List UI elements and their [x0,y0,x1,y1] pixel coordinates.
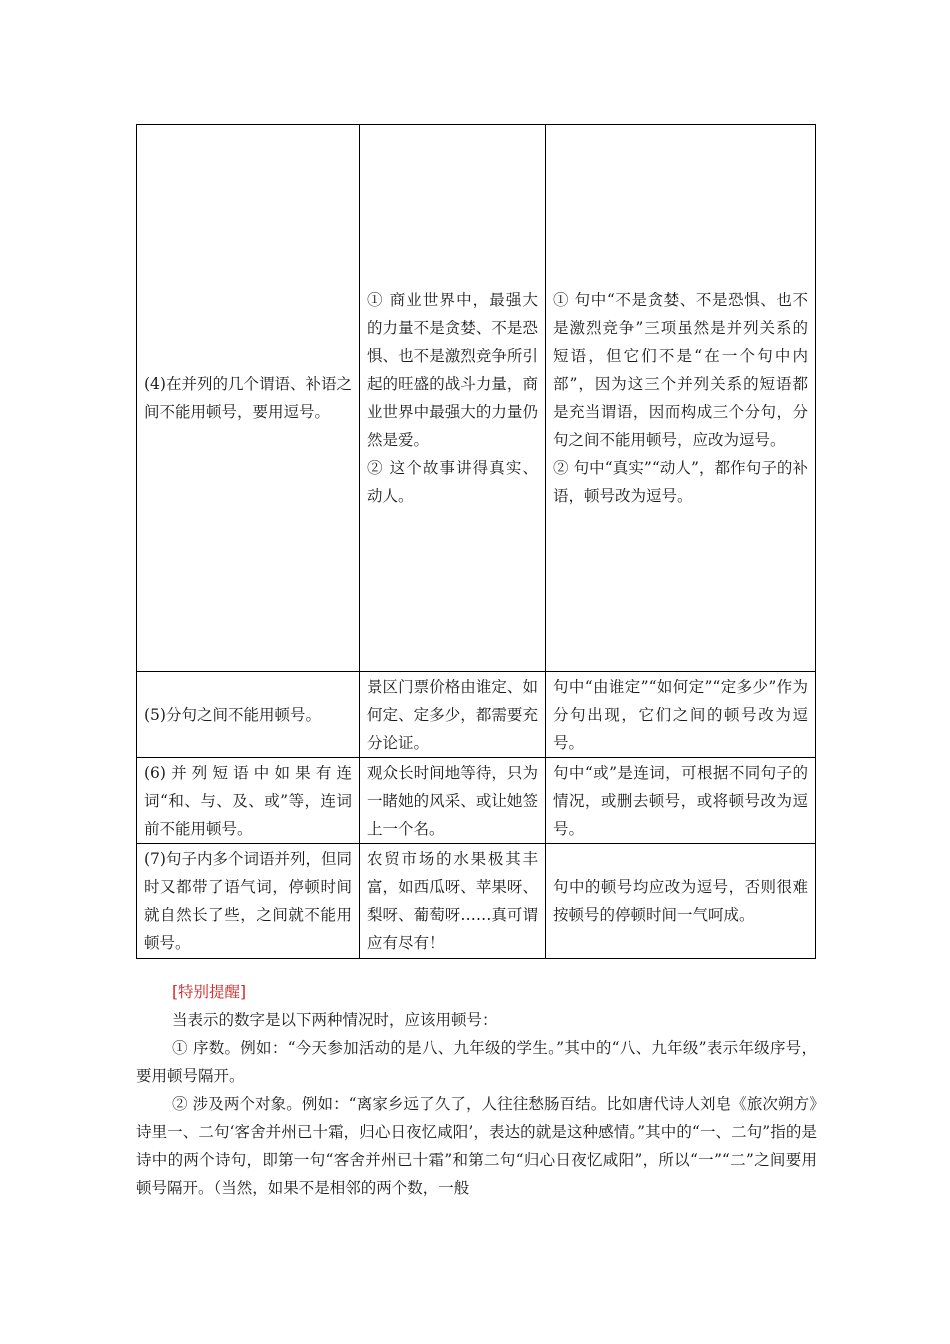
analysis-text: 句中“由谁定”“如何定”“定多少”作为分句出现，它们之间的顿号改为逗号。 [553,677,808,752]
tip-point-two-objects: ② 涉及两个对象。例如：“离家乡远了久了，人往往愁肠百结。比如唐代诗人刘皂《旅次朔方》诗里一、二句‘客舍并州已十霜，归心日夜忆咸阳’，表达的就是这种感情。”其中的“一、二句”指的是诗中的两个诗句，即第一句“客舍并州已十霜”和第二句“归心日夜忆咸阳”，所以“一”“二”之间要用顿号隔开。（当然，如果不是相邻的两个数，一般 [136,1095,817,1197]
analysis-text: ① 句中“不是贪婪、不是恐惧、也不是激烈竞争”三项虽然是并列关系的短语，但它们不是“在一个句中内部”，因为这三个并列关系的短语都是充当谓语，因而构成三个分句，分句之间不能用顿号，应改为逗号。 [553,291,808,449]
rule-cell: (7)句子内多个词语并列，但同时又都带了语气词，停顿时间就自然长了些，之间就不能用顿号。 [137,844,360,959]
analysis-cell [546,844,816,959]
example-cell [360,125,546,672]
table-row [137,844,816,959]
analysis-text: 句中“或”是连词，可根据不同句子的情况，或删去顿号，或将顿号改为逗号。 [553,763,808,838]
tip-point-ordinal: ① 序数。例如：“今天参加活动的是八、九年级的学生。”其中的“八、九年级”表示年级序号，要用顿号隔开。 [136,1039,817,1085]
example-sentence: 农贸市场的水果极其丰富，如西瓜呀、苹果呀、梨呀、葡萄呀……真可谓应有尽有！ [367,850,538,952]
table-row [137,125,816,672]
table-row [137,758,816,844]
special-tip-heading: [特别提醒] [172,983,247,1001]
example-sentence: ① 商业世界中，最强大的力量不是贪婪、不是恐惧、也不是激烈竞争所引起的旺盛的战斗力量，商业世界中最强大的力量仍然是爱。 [367,291,538,449]
rule-cell: (4)在并列的几个谓语、补语之间不能用顿号，要用逗号。 [137,125,360,672]
example-cell [360,758,546,844]
rule-cell: (6)并列短语中如果有连词“和、与、及、或”等，连词前不能用顿号。 [137,758,360,844]
example-sentence: 观众长时间地等待，只为一睹她的风采、或让她签上一个名。 [367,763,538,838]
rule-cell: (5)分句之间不能用顿号。 [137,672,360,758]
tip-intro: 当表示的数字是以下两种情况时，应该用顿号： [172,1011,498,1029]
table-row [137,672,816,758]
example-cell [360,672,546,758]
punctuation-rules-table [136,124,816,959]
analysis-text: ② 句中“真实”“动人”，都作句子的补语，顿号改为逗号。 [553,459,808,505]
analysis-cell [546,125,816,672]
analysis-text: 句中的顿号均应改为逗号，否则很难按顿号的停顿时间一气呵成。 [553,878,808,924]
example-sentence: 景区门票价格由谁定、如何定、定多少，都需要充分论证。 [367,677,538,752]
example-cell [360,844,546,959]
analysis-cell [546,758,816,844]
example-sentence: ② 这个故事讲得真实、动人。 [367,459,538,505]
analysis-cell [546,672,816,758]
